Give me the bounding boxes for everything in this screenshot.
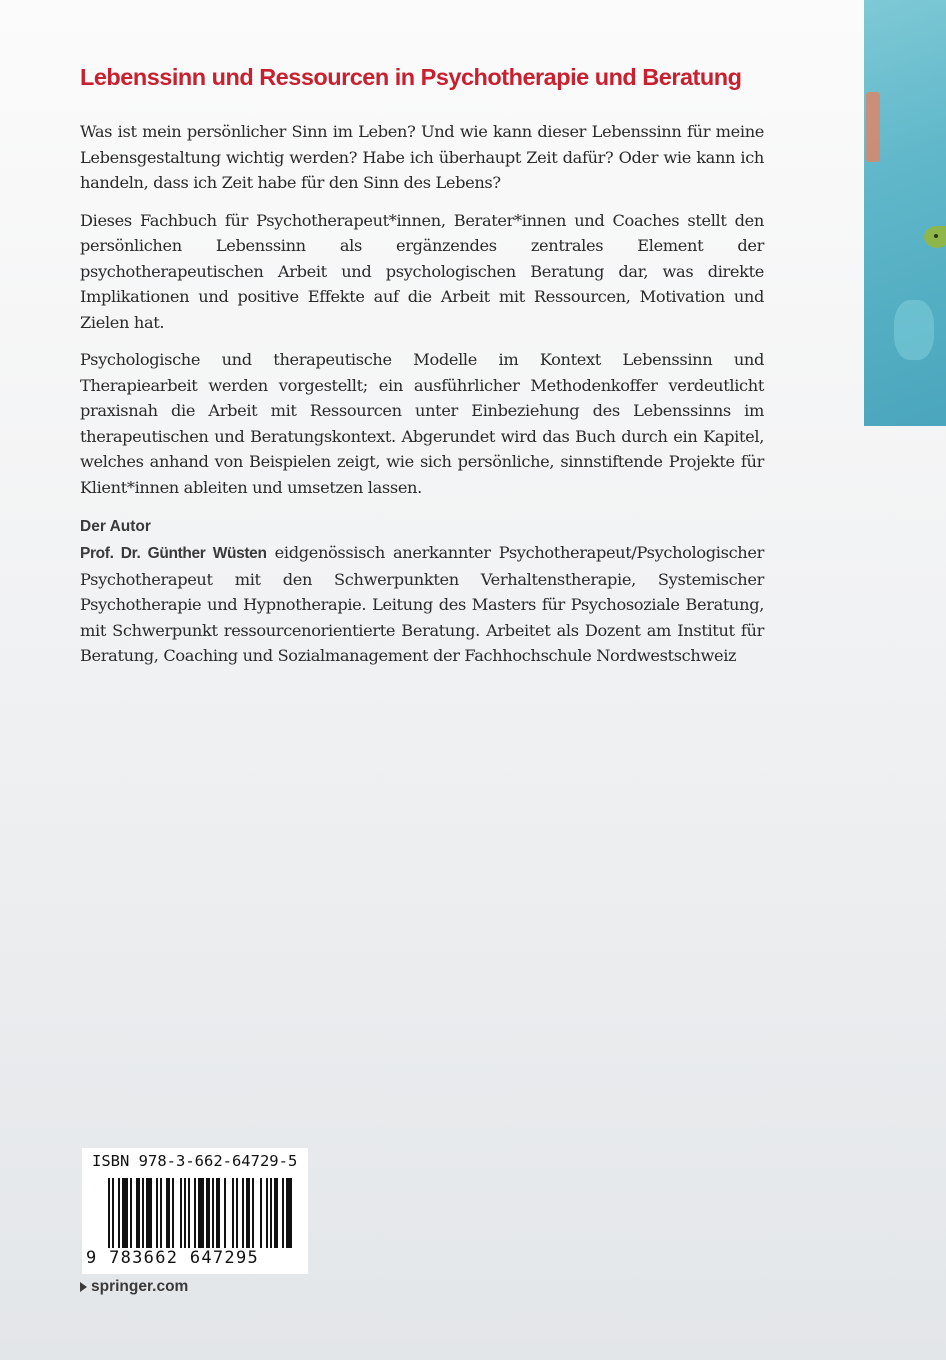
author-name: Prof. Dr. Günther Wüsten — [80, 545, 267, 562]
blurb-paragraph-2: Dieses Fachbuch für Psychotherapeut*innen, Berater*innen und Coaches stellt den persönlichen Lebenssinn als ergänzendes zentrales Element der psychotherapeutischen Arbeit und psychologischen Beratung dar, was direkte Implikationen und positive Effekte auf die Arbeit mit Ressourcen, Motivation und Zielen hat. — [80, 210, 764, 332]
barcode-bar — [118, 1178, 120, 1248]
barcode-bar — [112, 1178, 114, 1248]
barcode-bar — [246, 1178, 250, 1248]
barcode-bar — [198, 1178, 204, 1248]
barcode-bar — [136, 1178, 140, 1248]
barcode-bar — [282, 1178, 284, 1248]
book-title: Lebenssinn und Ressourcen in Psychotherapie und Beratung — [80, 64, 742, 90]
publisher-link-text[interactable]: springer.com — [91, 1278, 189, 1295]
barcode-bar — [216, 1178, 220, 1248]
barcode-bar — [266, 1178, 268, 1248]
barcode-bar — [172, 1178, 174, 1248]
blurb-paragraph-3: Psychologische und therapeutische Modelle im Kontext Lebenssinn und Therapiearbeit werden vorgestellt; ein ausführlicher Methodenkoffer verdeutlicht praxisnah die Arbeit mit Ressourcen unter Einbeziehung des Lebenssinns im therapeutischen und Beratungskontext. Abgerundet wird das Buch durch ein Kapitel, welches anhand von Beispielen zeigt, wie sich persönliche, sinnstiftende Projekte für Klient*innen ableiten und umsetzen lassen. — [80, 350, 764, 497]
barcode-bar — [156, 1178, 158, 1248]
barcode-bar — [252, 1178, 254, 1248]
artwork-streak — [894, 300, 934, 360]
barcode-bar — [146, 1178, 152, 1248]
isbn-barcode-box — [82, 1148, 308, 1274]
barcode-bar — [274, 1178, 278, 1248]
barcode-bar — [194, 1178, 196, 1248]
barcode-bar — [260, 1178, 262, 1248]
barcode-bar — [122, 1178, 128, 1248]
barcode-bar — [224, 1178, 226, 1248]
barcode-bar — [108, 1178, 110, 1248]
barcode-bar — [188, 1178, 190, 1248]
barcode-bar — [160, 1178, 162, 1248]
barcode-bar — [286, 1178, 292, 1248]
barcode-bar — [232, 1178, 234, 1248]
barcode-bar — [166, 1178, 170, 1248]
back-cover-text — [80, 60, 764, 681]
barcode-bar — [206, 1178, 210, 1248]
cover-artwork-strip — [864, 0, 946, 426]
author-heading: Der Autor — [80, 518, 151, 535]
arrow-right-icon — [80, 1282, 87, 1292]
artwork-orange-shape — [866, 92, 880, 162]
barcode-bar — [212, 1178, 214, 1248]
barcode-icon — [82, 1174, 308, 1250]
publisher-link[interactable] — [80, 1278, 188, 1296]
barcode-bar — [242, 1178, 244, 1248]
barcode-bar — [236, 1178, 238, 1248]
blurb-paragraph-1: Was ist mein persönlicher Sinn im Leben? Und wie kann dieser Lebenssinn für meine Lebensgestaltung wichtig werden? Habe ich überhaupt Zeit dafür? Oder wie kann ich handeln, dass ich Zeit habe für den Sinn des Lebens? — [80, 122, 764, 192]
artwork-bird-shape — [924, 226, 946, 248]
isbn-label: ISBN 978-3-662-64729-5 — [92, 1152, 298, 1170]
barcode-bar — [142, 1178, 144, 1248]
author-bio-text: eidgenössisch anerkannter Psychotherapeut/Psychologischer Psychotherapeut mit den Schwerpunkten Verhaltenstherapie, Systemischer Psychotherapie und Hypnotherapie. Leitung des Masters für Psychosoziale Beratung, mit Schwerpunkt ressourcenorientierte Beratung. Arbeitet als Dozent am Institut für Beratung, Coaching und Sozialmanagement der Fachhochschule Nordwestschweiz — [80, 543, 764, 665]
barcode-bar — [184, 1178, 186, 1248]
barcode-bar — [130, 1178, 132, 1248]
barcode-bar — [180, 1178, 182, 1248]
author-bio — [80, 540, 764, 669]
barcode-bar — [270, 1178, 272, 1248]
barcode-digits: 9 783662 647295 — [86, 1248, 260, 1268]
